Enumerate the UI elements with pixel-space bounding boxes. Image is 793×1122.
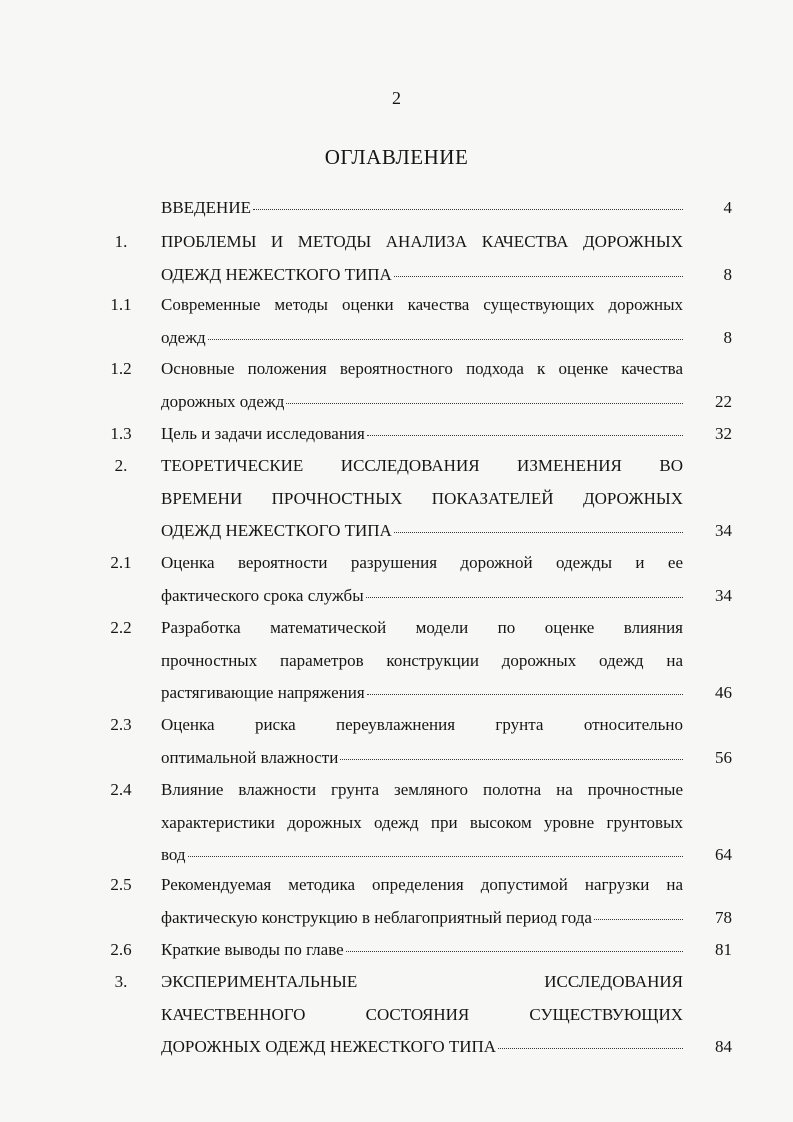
toc-entry-page: 32 <box>715 424 732 443</box>
toc-entry-page: 46 <box>715 683 732 702</box>
toc-entry-line: Влияние влажности грунта земляного полотна на прочностные <box>161 780 683 799</box>
toc-entry-line-text: растягивающие напряжения <box>161 683 365 702</box>
toc-entry-page: 4 <box>723 198 732 217</box>
dot-leader <box>286 403 683 404</box>
toc-entry-line: характеристики дорожных одежд при высоком уровне грунтовых <box>161 812 683 832</box>
toc-entry-line <box>161 322 683 355</box>
toc-entry-number: 1. <box>114 232 128 251</box>
toc-entry-text <box>161 226 683 291</box>
toc-entry-page: 56 <box>715 747 732 767</box>
dot-leader <box>253 209 683 210</box>
toc-entry-number: 2.5 <box>110 875 132 894</box>
toc-entry-line: ЭКСПЕРИМЕНТАЛЬНЫЕ ИССЛЕДОВАНИЯ <box>161 972 683 991</box>
toc-entry-line-text: ОДЕЖД НЕЖЕСТКОГО ТИПА <box>161 264 392 284</box>
dot-leader <box>594 919 683 920</box>
toc-title: ОГЛАВЛЕНИЕ <box>324 145 469 169</box>
toc-entry-text <box>161 418 683 451</box>
toc-entry-line-text: вод <box>161 845 186 864</box>
toc-entry-number: 1.3 <box>110 424 132 443</box>
toc-entry-line: прочностных параметров конструкции дорожных одежд на <box>161 650 683 670</box>
toc-entry-text <box>161 289 683 354</box>
toc-entry-text <box>161 774 683 872</box>
toc-entry-line-text: Цель и задачи исследования <box>161 424 365 443</box>
toc-entry-line: ТЕОРЕТИЧЕСКИЕ ИССЛЕДОВАНИЯ ИЗМЕНЕНИЯ ВО <box>161 456 683 475</box>
toc-entry-line <box>161 418 683 451</box>
toc-entry-line <box>161 192 683 225</box>
dot-leader <box>346 951 683 952</box>
toc-entry-text <box>161 547 683 612</box>
toc-entry-line <box>161 515 683 548</box>
toc-entry-line-text: ОДЕЖД НЕЖЕСТКОГО ТИПА <box>161 521 392 540</box>
dot-leader <box>367 694 683 695</box>
toc-entry-text <box>161 353 683 418</box>
dot-leader <box>394 276 683 277</box>
toc-entry-line: Оценка вероятности разрушения дорожной одежды и ее <box>161 553 683 572</box>
toc-entry-line <box>161 259 683 292</box>
toc-entry-line: ВРЕМЕНИ ПРОЧНОСТНЫХ ПОКАЗАТЕЛЕЙ ДОРОЖНЫХ <box>161 488 683 508</box>
toc-entry-page: 81 <box>715 940 732 959</box>
toc-entry-number: 3. <box>114 972 128 991</box>
toc-entry-line: Современные методы оценки качества существующих дорожных <box>161 295 683 314</box>
toc-entry-line <box>161 677 683 710</box>
toc-entry-number: 2. <box>114 456 128 475</box>
toc-entry-page: 84 <box>715 1037 732 1056</box>
toc-entry-line-text: фактическую конструкцию в неблагоприятный период года <box>161 907 592 927</box>
toc-entry-page: 34 <box>715 521 732 540</box>
dot-leader <box>498 1048 683 1049</box>
toc-entry-page: 8 <box>723 264 732 284</box>
toc-entry-page: 78 <box>715 907 732 927</box>
toc-entry-line <box>161 839 683 872</box>
toc-entry-number: 2.4 <box>110 780 132 799</box>
toc-entry-page: 64 <box>715 845 732 864</box>
toc-entry-line: Разработка математической модели по оценке влияния <box>161 618 683 637</box>
toc-entry-line: Рекомендуемая методика определения допустимой нагрузки на <box>161 875 683 894</box>
toc-entry-line: Основные положения вероятностного подхода к оценке качества <box>161 359 683 378</box>
toc-entry-number: 2.1 <box>110 553 132 572</box>
toc-entry-line: КАЧЕСТВЕННОГО СОСТОЯНИЯ СУЩЕСТВУЮЩИХ <box>161 1004 683 1024</box>
toc-entry-line-text: одежд <box>161 327 206 347</box>
toc-entry-text <box>161 966 683 1064</box>
dot-leader <box>188 856 683 857</box>
toc-entry-line <box>161 1031 683 1064</box>
toc-entry-line: Оценка риска переувлажнения грунта относительно <box>161 715 683 734</box>
toc-entry-line-text: Краткие выводы по главе <box>161 940 344 959</box>
toc-entry-number: 1.2 <box>110 359 132 378</box>
toc-entry-line <box>161 742 683 775</box>
toc-entry-text <box>161 612 683 710</box>
toc-entry-number: 2.3 <box>110 715 132 734</box>
toc-entry-page: 8 <box>723 327 732 347</box>
toc-entry-text <box>161 934 683 967</box>
toc-entry-text <box>161 192 683 225</box>
toc-entry-line-text: оптимальной влажности <box>161 747 339 767</box>
toc-entry-line-text: ВВЕДЕНИЕ <box>161 198 251 217</box>
toc-entry-line-text: фактического срока службы <box>161 585 364 605</box>
toc-entry-line-text: ДОРОЖНЫХ ОДЕЖД НЕЖЕСТКОГО ТИПА <box>161 1037 497 1056</box>
dot-leader <box>340 759 683 760</box>
toc-entry-line <box>161 580 683 613</box>
toc-entry-text <box>161 709 683 774</box>
toc-entry-line: ПРОБЛЕМЫ И МЕТОДЫ АНАЛИЗА КАЧЕСТВА ДОРОЖНЫХ <box>161 232 683 251</box>
toc-entry-number: 2.6 <box>110 940 132 959</box>
toc-entry-line <box>161 386 683 419</box>
toc-entry-page: 34 <box>715 585 732 605</box>
page-number: 2 <box>392 88 401 108</box>
dot-leader <box>367 435 683 436</box>
toc-entry-text <box>161 450 683 548</box>
toc-entry-line <box>161 902 683 935</box>
toc-entry-line-text: дорожных одежд <box>161 391 285 411</box>
dot-leader <box>394 532 683 533</box>
toc-entry-text <box>161 869 683 934</box>
toc-entry-page: 22 <box>715 391 732 411</box>
toc-entry-number: 1.1 <box>110 295 132 314</box>
dot-leader <box>208 339 683 340</box>
dot-leader <box>366 597 683 598</box>
toc-entry-number: 2.2 <box>110 618 132 637</box>
toc-entry-line <box>161 934 683 967</box>
